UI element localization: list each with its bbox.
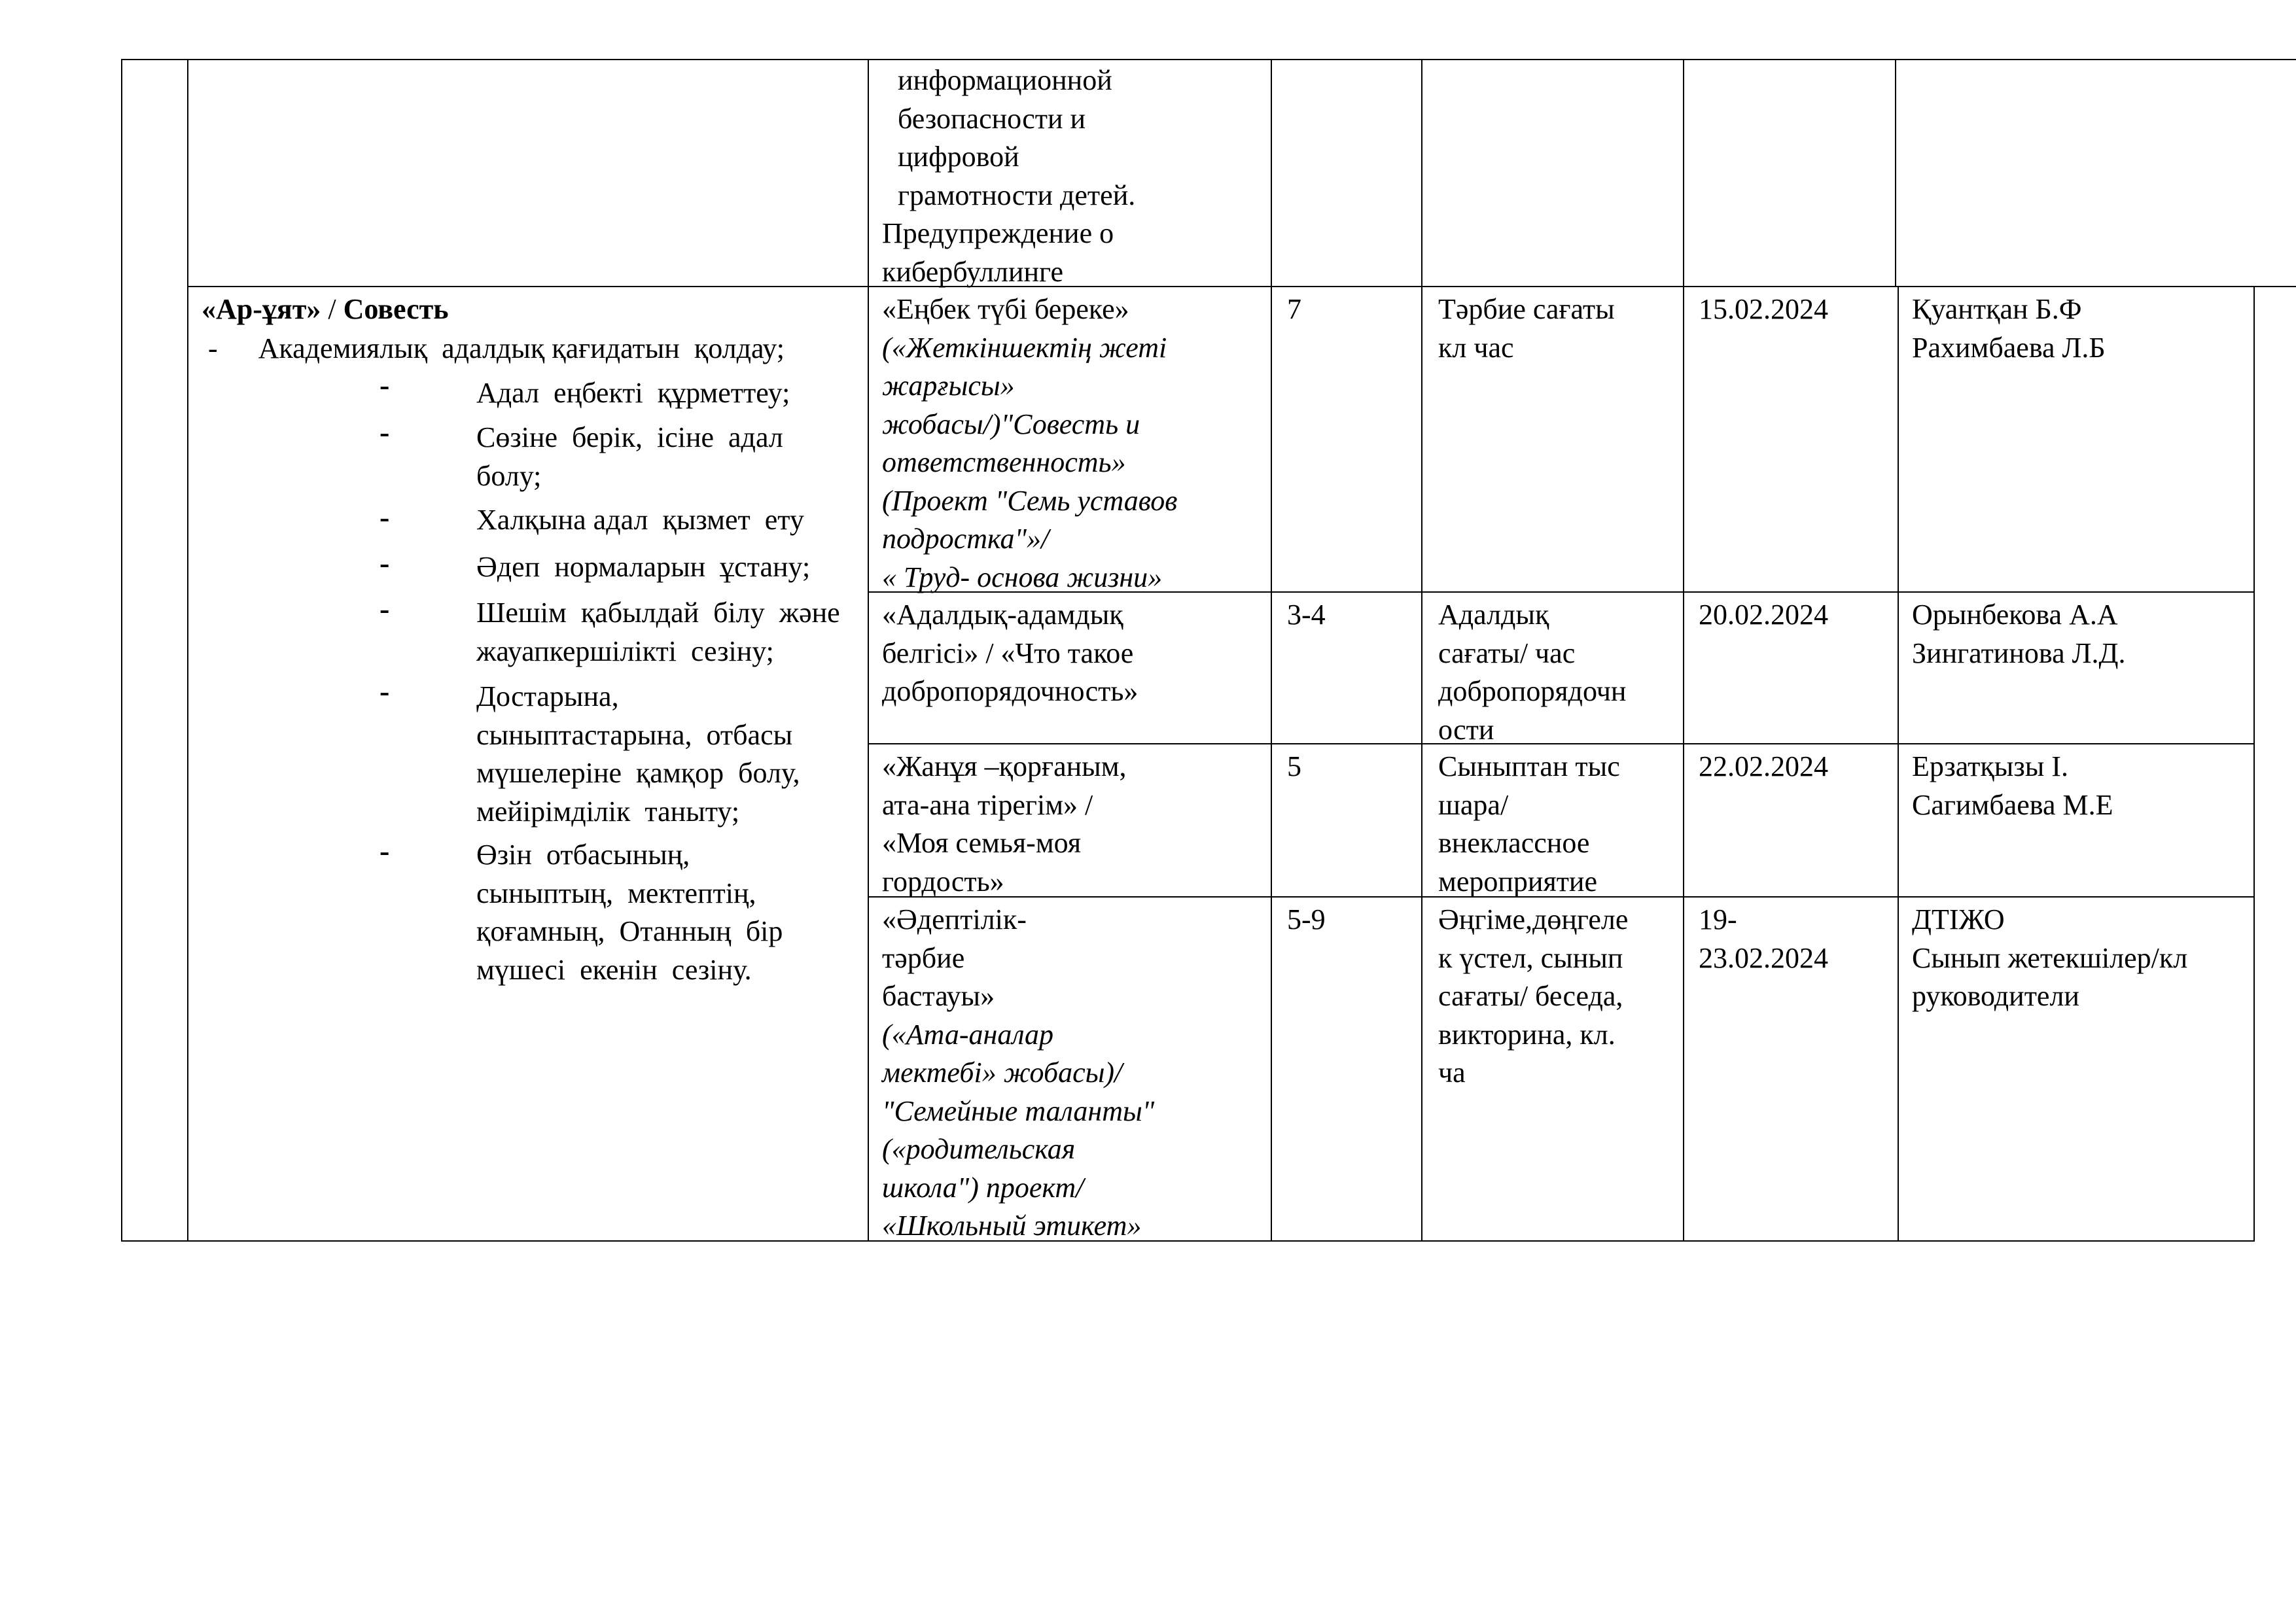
bullet-line: Шешім қабылдай білу және xyxy=(476,597,840,629)
event-line: «Моя семья-моя xyxy=(882,827,1082,859)
bullet-item xyxy=(476,678,800,831)
event-line: «Әдептілік- xyxy=(882,903,1027,935)
responsible-line: ДТІЖО xyxy=(1912,903,2005,935)
form-line: Әңгіме,дөңгеле xyxy=(1438,903,1629,935)
event-cell xyxy=(882,748,1127,901)
grid-line-col6b xyxy=(1898,286,1899,1242)
section-title-sep: / xyxy=(321,293,344,325)
event-line: "Семейные таланты" xyxy=(882,1094,1155,1127)
form-line: Адалдық xyxy=(1438,599,1549,631)
bullet-line: сыныптың, мектептің, xyxy=(476,877,756,909)
grade-cell: 5 xyxy=(1287,750,1301,782)
section-title-kz: «Ар-ұят» xyxy=(202,293,321,325)
grade-cell: 3-4 xyxy=(1287,599,1326,631)
responsible-line: Рахимбаева Л.Б xyxy=(1912,331,2106,364)
form-line: кл час xyxy=(1438,331,1514,364)
bullet-item xyxy=(476,374,790,413)
intro-dash: - xyxy=(208,332,218,364)
bullet-item xyxy=(476,501,804,540)
bullet-mark: - xyxy=(380,834,390,867)
event-line: ата-ана тірегім» / xyxy=(882,788,1093,821)
section-title-ru: Совесть xyxy=(343,293,449,325)
grid-line-col3 xyxy=(1271,59,1272,1242)
responsible-cell xyxy=(1912,901,2187,1016)
responsible-line: руководители xyxy=(1912,980,2079,1012)
event-cell xyxy=(882,290,1177,597)
top-event-line: грамотности детей. xyxy=(898,179,1136,211)
form-line: внеклассное xyxy=(1438,827,1590,859)
form-line: Сыныптан тыс xyxy=(1438,750,1620,782)
grid-line-col1 xyxy=(187,59,188,1242)
form-cell xyxy=(1438,748,1620,901)
responsible-line: Ерзатқызы І. xyxy=(1912,750,2068,782)
form-line: добропорядочн xyxy=(1438,675,1627,707)
grade-cell: 7 xyxy=(1287,293,1301,325)
form-cell xyxy=(1438,290,1615,367)
section-intro xyxy=(208,330,785,368)
form-line: мероприятие xyxy=(1438,865,1598,898)
grade-cell: 5-9 xyxy=(1287,903,1326,935)
grid-line-col6a xyxy=(1895,59,1896,286)
responsible-line: Қуантқан Б.Ф xyxy=(1912,293,2082,325)
event-line: («Ата-аналар xyxy=(882,1018,1054,1051)
date-line: 22.02.2024 xyxy=(1699,750,1828,782)
bullet-line: мүшесі екенін сезіну. xyxy=(476,953,752,986)
event-line: «Жанұя –қорғаным, xyxy=(882,750,1127,782)
event-line: школа") проект/ xyxy=(882,1171,1084,1204)
bullet-line: жауапкершілікті сезіну; xyxy=(476,635,774,667)
bullet-mark: - xyxy=(380,546,390,580)
grid-line-col5 xyxy=(1683,59,1684,1242)
event-line: «Еңбек түбі береке» xyxy=(882,293,1129,325)
grid-line-col2 xyxy=(868,59,869,1242)
event-line: белгісі» / «Что такое xyxy=(882,637,1134,669)
grid-line-bottom xyxy=(121,1240,2255,1242)
bullet-mark: - xyxy=(380,592,390,625)
top-event-line: безопасности и xyxy=(898,102,1086,135)
event-line: жарғысы» xyxy=(882,370,1015,402)
form-line: шара/ xyxy=(1438,788,1509,821)
grid-line-col4 xyxy=(1421,59,1422,1242)
event-line: добропорядочность» xyxy=(882,675,1139,707)
date-line: 19- xyxy=(1699,903,1737,935)
bullet-line: сыныптастарына, отбасы xyxy=(476,718,793,751)
event-line: («Жеткіншектің жеті xyxy=(882,331,1167,364)
top-event-line: информационной xyxy=(898,64,1112,96)
event-line: подростка"»/ xyxy=(882,523,1050,555)
bullet-item xyxy=(476,836,783,989)
section-heading xyxy=(202,290,448,329)
form-line: ости xyxy=(1438,713,1494,746)
date-cell xyxy=(1699,901,1828,977)
bullet-mark: - xyxy=(380,368,390,402)
responsible-line: Орынбекова А.А xyxy=(1912,599,2118,631)
bullet-item xyxy=(476,594,840,671)
form-line: сағаты/ беседа, xyxy=(1438,980,1623,1012)
top-event-line: кибербуллинге xyxy=(882,255,1064,288)
responsible-line: Сагимбаева М.Е xyxy=(1912,788,2113,821)
date-line: 15.02.2024 xyxy=(1699,293,1828,325)
event-line: ответственность» xyxy=(882,446,1126,478)
date-cell xyxy=(1699,748,1828,786)
bullet-item xyxy=(476,548,810,587)
event-line: гордость» xyxy=(882,865,1004,898)
responsible-line: Сынып жетекшілер/кл xyxy=(1912,941,2188,974)
bullet-line: Әдеп нормаларын ұстану; xyxy=(476,551,811,583)
event-line: жобасы/)"Совесть и xyxy=(882,408,1140,440)
responsible-cell xyxy=(1912,290,2106,367)
top-event-line: цифровой xyxy=(898,141,1019,173)
bullet-mark: - xyxy=(380,500,390,534)
form-line: к үстел, сынып xyxy=(1438,941,1623,974)
top-row-event-cell xyxy=(882,61,1135,291)
date-cell xyxy=(1699,596,1828,635)
grid-line-row1 xyxy=(188,286,2296,287)
form-line: ча xyxy=(1438,1056,1466,1089)
bullet-line: мүшелеріне қамқор болу, xyxy=(476,757,800,789)
form-line: сағаты/ час xyxy=(1438,637,1576,669)
event-cell xyxy=(882,596,1138,711)
bullet-line: Сөзіне берік, ісіне адал xyxy=(476,421,783,453)
bullet-line: мейірімділік таныту; xyxy=(476,795,740,828)
event-line: бастауы» xyxy=(882,980,995,1012)
grid-line-top xyxy=(121,59,2296,60)
bullet-line: Адал еңбекті құрметтеу; xyxy=(476,377,790,409)
event-line: «Адалдық-адамдық xyxy=(882,599,1123,631)
grid-line-col0 xyxy=(121,59,122,1242)
responsible-line: Зингатинова Л.Д. xyxy=(1912,637,2126,669)
bullet-item xyxy=(476,419,783,495)
form-cell xyxy=(1438,901,1628,1092)
bullet-line: Халқына адал қызмет ету xyxy=(476,504,804,536)
event-cell xyxy=(882,901,1154,1246)
event-line: мектебі» жобасы)/ xyxy=(882,1056,1123,1089)
bullet-line: болу; xyxy=(476,459,542,492)
intro-text: Академиялық адалдық қағидатын қолдау; xyxy=(258,332,785,364)
grid-line-col7b xyxy=(2253,286,2255,1242)
bullet-line: Өзін отбасының, xyxy=(476,839,690,871)
date-line: 20.02.2024 xyxy=(1699,599,1828,631)
form-line: Тәрбие сағаты xyxy=(1438,293,1615,325)
form-cell xyxy=(1438,596,1626,749)
date-cell xyxy=(1699,290,1828,329)
bullet-line: қоғамның, Отанның бір xyxy=(476,915,783,947)
bullet-line: Достарына, xyxy=(476,680,619,712)
form-line: викторина, кл. xyxy=(1438,1018,1616,1051)
event-line: (Проект "Семь уставов xyxy=(882,484,1178,517)
event-line: («родительская xyxy=(882,1133,1076,1165)
responsible-cell xyxy=(1912,748,2113,824)
date-line: 23.02.2024 xyxy=(1699,941,1828,974)
event-line: тәрбие xyxy=(882,941,965,974)
bullet-mark: - xyxy=(380,674,390,708)
responsible-cell xyxy=(1912,596,2125,672)
top-event-line: Предупреждение о xyxy=(882,217,1114,249)
event-line: « Труд- основа жизни» xyxy=(882,561,1163,593)
event-line: «Школьный этикет» xyxy=(882,1210,1142,1242)
bullet-mark: - xyxy=(380,415,390,449)
